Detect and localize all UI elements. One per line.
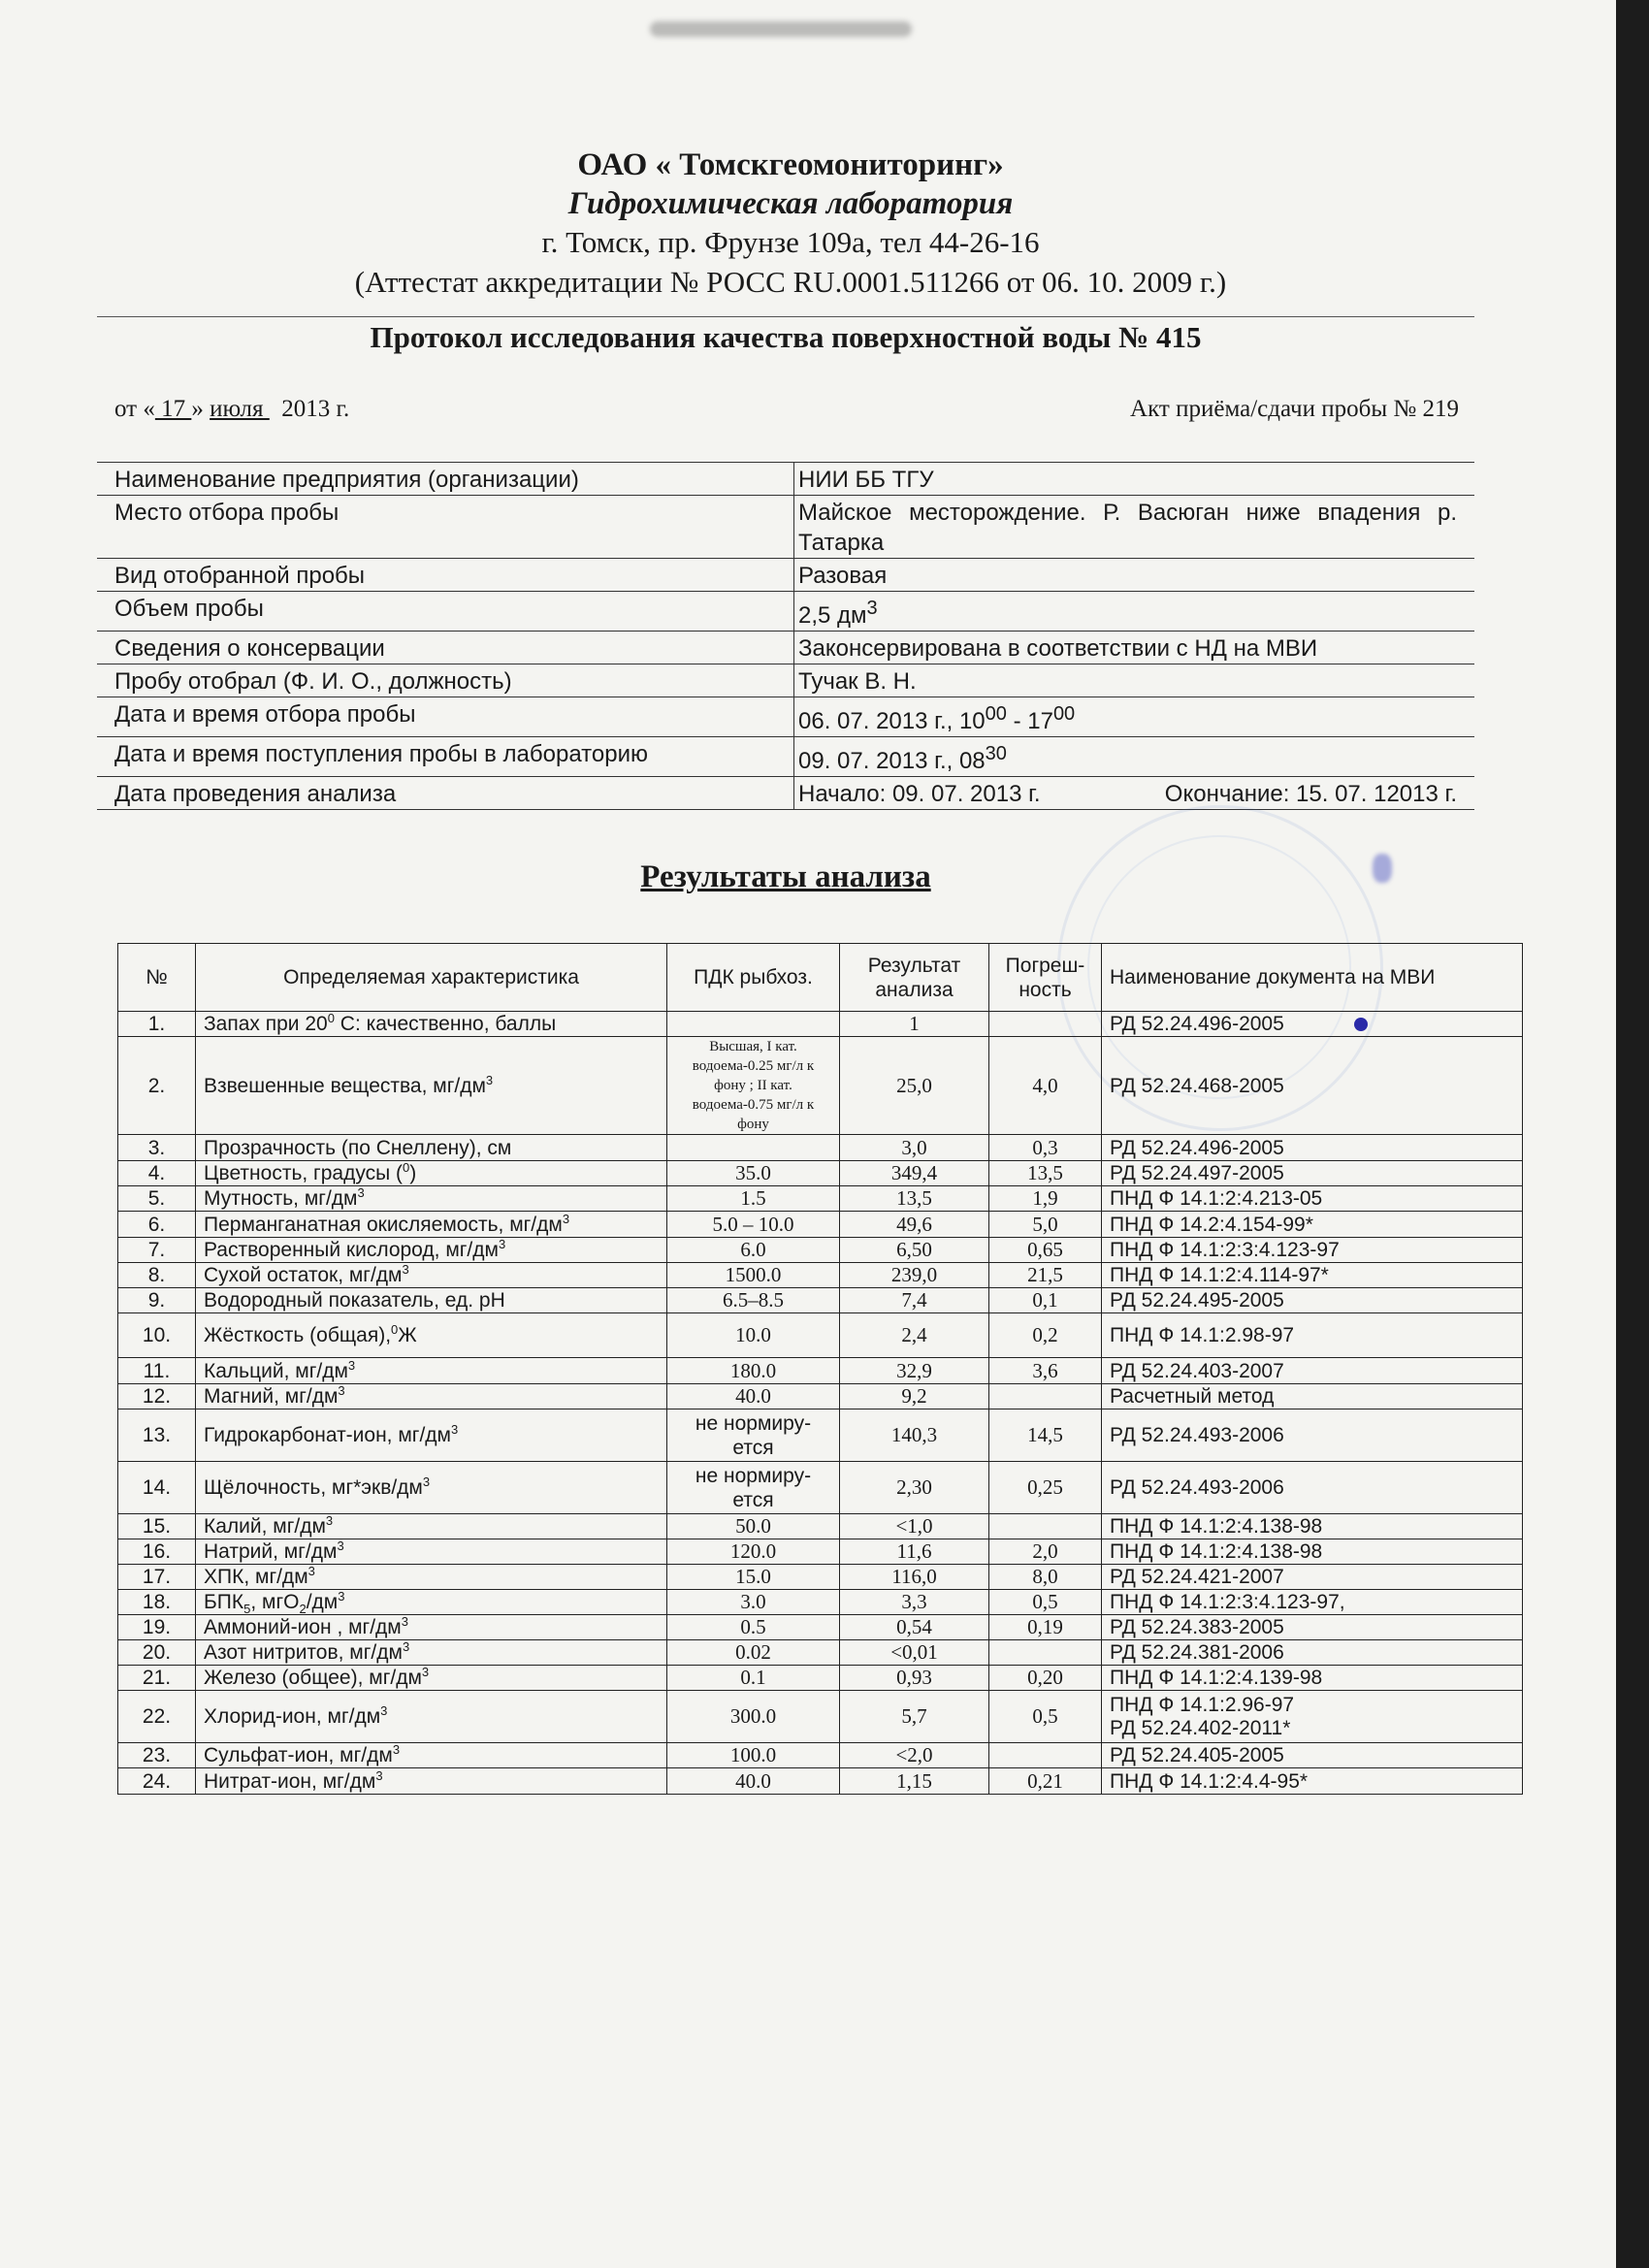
col-characteristic: Определяемая характеристика [196,944,667,1012]
date-year: 2013 г. [281,396,350,422]
row-name [196,1212,667,1238]
row-result: 25,0 [840,1037,989,1135]
unit-exp: 3 [401,1614,408,1629]
row-error: 0,21 [989,1768,1102,1795]
info-row [97,559,1474,592]
volume-text: 2,5 дм [798,602,867,629]
unit-exp: 3 [402,1262,409,1277]
col-no: № [118,944,196,1012]
row-mvi: РД 52.24.493-2006 [1102,1409,1523,1462]
row-error [989,1012,1102,1037]
name-text: Калий, мг/дм [204,1515,326,1538]
info-value: НИИ ББ ТГУ [794,463,1475,496]
row-no: 14. [118,1462,196,1514]
row-pdk: не нормиру-ется [667,1462,840,1514]
row-result: 1 [840,1012,989,1037]
date-sep: » [191,396,210,422]
row-no: 18. [118,1590,196,1615]
bpk-subscript: 5 [243,1602,251,1617]
table-row [118,1768,1523,1795]
row-pdk: 15.0 [667,1565,840,1590]
unit-exp: 3 [380,1703,388,1718]
unit-exp: 3 [392,1742,401,1757]
row-pdk: 300.0 [667,1691,840,1743]
row-mvi [1102,1691,1523,1743]
row-error [989,1514,1102,1539]
row-result: <0,01 [840,1640,989,1666]
info-row [97,664,1474,697]
row-name [196,1409,667,1462]
row-name [196,1565,667,1590]
info-value: Разовая [794,559,1475,592]
row-name [196,1590,667,1615]
row-error: 2,0 [989,1539,1102,1565]
info-label: Объем пробы [97,592,794,632]
row-pdk [667,1012,840,1037]
unit-exp: 3 [338,1589,345,1604]
row-mvi: РД 52.24.468-2005 [1102,1037,1523,1135]
table-row [118,1212,1523,1238]
row-result: 3,0 [840,1135,989,1161]
sampling-end-minutes: 00 [1052,703,1076,725]
mvi-line-2: РД 52.24.402-2011* [1110,1716,1291,1739]
row-mvi: РД 52.24.493-2006 [1102,1462,1523,1514]
row-name [196,1768,667,1795]
table-row [118,1666,1523,1691]
row-mvi: ПНД Ф 14.1:2.98-97 [1102,1313,1523,1358]
protocol-title: Протокол исследования качества поверхностной воды № 415 [370,320,1202,354]
table-row [118,1590,1523,1615]
row-result: 239,0 [840,1263,989,1288]
row-no: 3. [118,1135,196,1161]
name-text-2: Ж [398,1324,417,1346]
info-row [97,697,1474,737]
unit-exp: 3 [325,1513,334,1528]
row-mvi: ПНД Ф 14.1:2:4.4-95* [1102,1768,1523,1795]
info-label: Дата и время отбора пробы [97,697,794,737]
row-mvi: РД 52.24.496-2005 [1102,1135,1523,1161]
name-text-2: С: качественно, баллы [334,1013,557,1035]
name-text: Натрий, мг/дм [204,1540,338,1563]
row-pdk [667,1135,840,1161]
row-result: 2,30 [840,1462,989,1514]
name-text: Сухой остаток, мг/дм [204,1264,403,1286]
row-mvi: РД 52.24.421-2007 [1102,1565,1523,1590]
info-value [794,777,1475,810]
row-pdk: 40.0 [667,1768,840,1795]
act-number: Акт приёма/сдачи пробы № 219 [1130,396,1459,422]
name-text: БПК [204,1591,244,1613]
row-pdk: 1500.0 [667,1263,840,1288]
row-error: 0,65 [989,1238,1102,1263]
results-table [117,943,1523,1795]
table-row [118,1186,1523,1212]
mvi-line-1: ПНД Ф 14.1:2.96-97 [1110,1693,1295,1716]
row-result: 2,4 [840,1313,989,1358]
name-text: Кальций, мг/дм [204,1359,348,1382]
row-no: 4. [118,1161,196,1186]
row-pdk: 180.0 [667,1358,840,1384]
row-no: 22. [118,1691,196,1743]
row-mvi: ПНД Ф 14.1:2:3:4.123-97, [1102,1590,1523,1615]
name-text: Хлорид-ион, мг/дм [204,1705,381,1728]
row-no: 11. [118,1358,196,1384]
info-value [794,697,1475,737]
info-label: Дата и время поступления пробы в лабораторию [97,737,794,777]
info-value: Законсервирована в соответствии с НД на МВИ [794,632,1475,664]
name-text: Перманганатная окисляемость, мг/дм [204,1213,563,1236]
table-row [118,1409,1523,1462]
info-label: Место отбора пробы [97,496,794,559]
row-mvi: ПНД Ф 14.1:2:4.138-98 [1102,1539,1523,1565]
row-no: 5. [118,1186,196,1212]
row-result: <2,0 [840,1743,989,1768]
analysis-end: Окончание: 15. 07. 12013 г. [1164,781,1457,807]
info-label: Сведения о консервации [97,632,794,664]
row-error: 8,0 [989,1565,1102,1590]
info-value: Тучак В. Н. [794,664,1475,697]
name-text: Гидрокарбонат-ион, мг/дм [204,1424,451,1446]
table-row [118,1615,1523,1640]
row-name: Прозрачность (по Снеллену), см [196,1135,667,1161]
row-name [196,1514,667,1539]
row-pdk: 6.0 [667,1238,840,1263]
unit-exp: 3 [375,1767,383,1783]
row-error: 0,3 [989,1135,1102,1161]
row-no: 9. [118,1288,196,1313]
unit-exp: 3 [421,1665,430,1679]
row-no: 10. [118,1313,196,1358]
ink-mark [1373,854,1392,883]
name-text-2: ) [409,1162,417,1184]
row-mvi: ПНД Ф 14.1:2:4.213-05 [1102,1186,1523,1212]
name-text: Взвешенные вещества, мг/дм [204,1074,486,1097]
date-day: 17 [154,396,192,422]
header-divider [97,316,1474,317]
row-error: 13,5 [989,1161,1102,1186]
degree-mark: 0 [327,1011,335,1025]
degree-mark: 0 [403,1160,410,1175]
scan-smudge [650,21,912,37]
row-pdk: 0.1 [667,1666,840,1691]
row-mvi: ПНД Ф 14.1:2:4.114-97* [1102,1263,1523,1288]
row-result: 349,4 [840,1161,989,1186]
row-result: 140,3 [840,1409,989,1462]
table-row [118,1743,1523,1768]
row-name [196,1743,667,1768]
table-row [118,1288,1523,1313]
row-no: 6. [118,1212,196,1238]
col-mvi: Наименование документа на МВИ [1102,944,1523,1012]
row-pdk: 100.0 [667,1743,840,1768]
row-mvi: Расчетный метод [1102,1384,1523,1409]
row-result: 9,2 [840,1384,989,1409]
row-no: 23. [118,1743,196,1768]
unit-exp: 3 [402,1639,410,1654]
unit-exp: 3 [347,1357,356,1373]
row-error [989,1384,1102,1409]
arrival-minutes: 30 [985,743,1007,764]
row-pdk: 50.0 [667,1514,840,1539]
row-error [989,1640,1102,1666]
date-prefix: от « [114,396,155,422]
row-name [196,1358,667,1384]
row-mvi: РД 52.24.495-2005 [1102,1288,1523,1313]
row-error: 0,20 [989,1666,1102,1691]
row-mvi: ПНД Ф 14.2:4.154-99* [1102,1212,1523,1238]
row-name [196,1539,667,1565]
unit-exp: 3 [338,1383,345,1398]
row-error: 0,19 [989,1615,1102,1640]
info-row [97,496,1474,559]
row-name [196,1263,667,1288]
row-result: 0,54 [840,1615,989,1640]
sample-info-table [97,462,1474,810]
row-no: 2. [118,1037,196,1135]
row-error: 4,0 [989,1037,1102,1135]
row-name [196,1691,667,1743]
info-value: Майское месторождение. Р. Васюган ниже впадения р. Татарка [794,496,1475,559]
info-row [97,737,1474,777]
name-text: Растворенный кислород, мг/дм [204,1239,499,1261]
row-no: 7. [118,1238,196,1263]
name-text-2: , мгО [250,1591,300,1613]
sampling-minutes: 00 [985,703,1007,725]
row-pdk: Высшая, I кат. водоема-0.25 мг/л к фону ; II кат. водоема-0.75 мг/л к фону [667,1037,840,1135]
name-text: ХПК, мг/дм [204,1566,308,1588]
row-no: 8. [118,1263,196,1288]
name-text: Цветность, градусы ( [204,1162,404,1184]
row-name [196,1666,667,1691]
table-row [118,1462,1523,1514]
row-no: 17. [118,1565,196,1590]
row-pdk: 1.5 [667,1186,840,1212]
row-no: 13. [118,1409,196,1462]
table-row [118,1263,1523,1288]
volume-unit-exp: 3 [866,598,878,619]
info-label: Наименование предприятия (организации) [97,463,794,496]
row-name [196,1161,667,1186]
row-no: 19. [118,1615,196,1640]
name-text: Аммоний-ион , мг/дм [204,1616,402,1638]
date-month: июля [210,396,270,422]
info-row [97,592,1474,632]
table-row [118,1514,1523,1539]
ink-dot [1354,1018,1368,1031]
row-no: 15. [118,1514,196,1539]
unit-exp: 3 [485,1072,494,1087]
name-text: Азот нитритов, мг/дм [204,1641,403,1664]
name-text: Щёлочность, мг*экв/дм [204,1476,423,1499]
row-mvi: РД 52.24.497-2005 [1102,1161,1523,1186]
row-error: 3,6 [989,1358,1102,1384]
name-text: Мутность, мг/дм [204,1187,358,1210]
row-pdk: 35.0 [667,1161,840,1186]
row-name [196,1640,667,1666]
name-text: Жёсткость (общая), [204,1324,392,1346]
row-mvi: РД 52.24.496-2005 [1102,1012,1523,1037]
row-error: 0,5 [989,1691,1102,1743]
row-error: 21,5 [989,1263,1102,1288]
results-header-row [118,944,1523,1012]
row-pdk: 3.0 [667,1590,840,1615]
info-label: Вид отобранной пробы [97,559,794,592]
unit-exp: 3 [357,1185,365,1200]
unit-exp: 3 [337,1539,344,1553]
row-result: 7,4 [840,1288,989,1313]
unit-exp: 3 [422,1474,431,1489]
row-error: 5,0 [989,1212,1102,1238]
row-name [196,1037,667,1135]
row-result: 6,50 [840,1238,989,1263]
col-result: Результат анализа [840,944,989,1012]
info-value [794,737,1475,777]
arrival-date: 09. 07. 2013 г., 08 [798,748,986,774]
table-row [118,1565,1523,1590]
row-result: 49,6 [840,1212,989,1238]
row-mvi: РД 52.24.403-2007 [1102,1358,1523,1384]
lab-address: г. Томск, пр. Фрунзе 109а, тел 44-26-16 [541,225,1040,259]
info-label: Пробу отобрал (Ф. И. О., должность) [97,664,794,697]
row-mvi: РД 52.24.405-2005 [1102,1743,1523,1768]
row-result: <1,0 [840,1514,989,1539]
row-error [989,1743,1102,1768]
org-name: ОАО « Томскгеомониторинг» [577,147,1004,182]
row-error: 0,5 [989,1590,1102,1615]
table-row [118,1161,1523,1186]
row-error: 1,9 [989,1186,1102,1212]
sampling-date: 06. 07. 2013 г., 10 [798,708,986,734]
row-no: 16. [118,1539,196,1565]
row-name [196,1384,667,1409]
row-name [196,1238,667,1263]
row-no: 21. [118,1666,196,1691]
table-row [118,1313,1523,1358]
row-pdk: не нормиру-ется [667,1409,840,1462]
analysis-start: Начало: 09. 07. 2013 г. [798,781,1041,807]
table-row [118,1358,1523,1384]
row-name [196,1186,667,1212]
info-value [794,592,1475,632]
row-name: Водородный показатель, ед. рН [196,1288,667,1313]
row-pdk: 0.5 [667,1615,840,1640]
row-error: 0,1 [989,1288,1102,1313]
table-row [118,1012,1523,1037]
name-text: Сульфат-ион, мг/дм [204,1744,393,1766]
row-mvi: ПНД Ф 14.1:2:4.138-98 [1102,1514,1523,1539]
document-header [97,146,1484,303]
row-no: 1. [118,1012,196,1037]
row-no: 20. [118,1640,196,1666]
oxygen-subscript: 2 [299,1602,307,1617]
degree-mark: 0 [391,1322,399,1337]
name-text: Железо (общее), мг/дм [204,1667,422,1689]
col-pdk: ПДК рыбхоз. [667,944,840,1012]
row-name [196,1462,667,1514]
row-mvi: ПНД Ф 14.1:2:3:4.123-97 [1102,1238,1523,1263]
row-result: 1,15 [840,1768,989,1795]
row-pdk: 6.5–8.5 [667,1288,840,1313]
row-name [196,1615,667,1640]
row-no: 24. [118,1768,196,1795]
info-row [97,777,1474,810]
name-text-3: /дм [306,1591,339,1613]
row-mvi: ПНД Ф 14.1:2:4.139-98 [1102,1666,1523,1691]
unit-exp: 3 [498,1237,506,1251]
row-pdk: 10.0 [667,1313,840,1358]
row-pdk: 0.02 [667,1640,840,1666]
row-pdk: 120.0 [667,1539,840,1565]
sampling-end: - 17 [1006,708,1053,734]
row-pdk: 5.0 – 10.0 [667,1212,840,1238]
name-text: Нитрат-ион, мг/дм [204,1769,376,1793]
row-result: 3,3 [840,1590,989,1615]
info-row [97,463,1474,496]
table-row [118,1384,1523,1409]
unit-exp: 3 [562,1211,570,1226]
row-result: 32,9 [840,1358,989,1384]
row-name [196,1012,667,1037]
info-label: Дата проведения анализа [97,777,794,810]
name-text: Магний, мг/дм [204,1385,339,1408]
table-row [118,1691,1523,1743]
table-row [118,1037,1523,1135]
unit-exp: 3 [307,1564,315,1578]
row-error: 0,25 [989,1462,1102,1514]
row-result: 0,93 [840,1666,989,1691]
table-row [118,1539,1523,1565]
row-result: 13,5 [840,1186,989,1212]
row-name [196,1313,667,1358]
row-error: 0,2 [989,1313,1102,1358]
col-error: Погреш-ность [989,944,1102,1012]
table-row [118,1640,1523,1666]
lab-name: Гидрохимическая лаборатория [567,186,1014,221]
name-text: Запах при 20 [204,1013,328,1035]
row-no: 12. [118,1384,196,1409]
accreditation: (Аттестат аккредитации № РОСС RU.0001.511266 от 06. 10. 2009 г.) [354,265,1227,299]
results-title: Результаты анализа [640,859,931,894]
row-pdk: 40.0 [667,1384,840,1409]
unit-exp: 3 [450,1422,459,1437]
protocol-date [114,396,349,423]
info-row [97,632,1474,664]
table-row [118,1238,1523,1263]
scan-edge [1616,0,1649,2268]
row-result: 11,6 [840,1539,989,1565]
row-mvi: РД 52.24.383-2005 [1102,1615,1523,1640]
row-error: 14,5 [989,1409,1102,1462]
row-mvi: РД 52.24.381-2006 [1102,1640,1523,1666]
row-result: 116,0 [840,1565,989,1590]
table-row [118,1135,1523,1161]
row-result: 5,7 [840,1691,989,1743]
